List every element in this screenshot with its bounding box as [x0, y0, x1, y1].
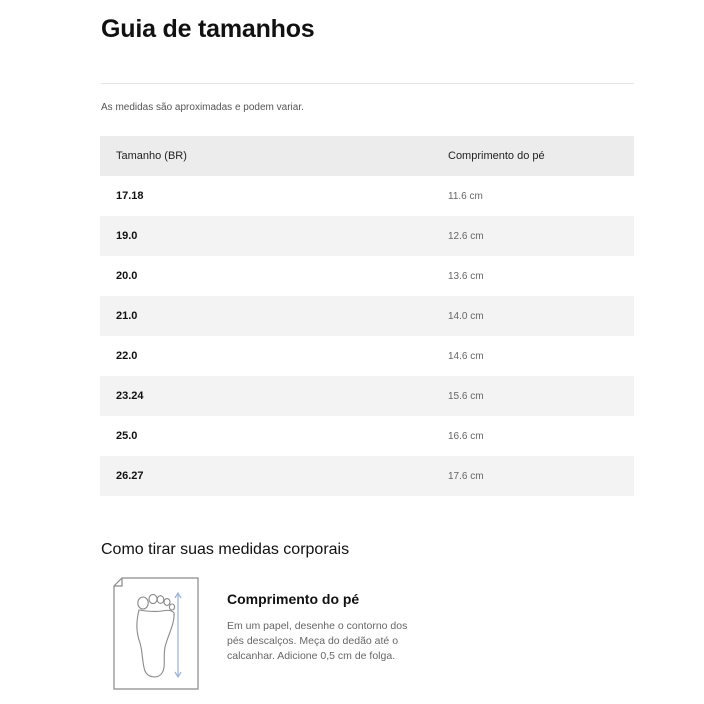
measure-title: Comprimento do pé	[227, 591, 360, 607]
size-cell: 17.18	[116, 190, 144, 202]
table-row	[100, 176, 634, 216]
table-row	[100, 216, 634, 256]
table-row	[100, 296, 634, 336]
size-cell: 26.27	[116, 470, 144, 482]
table-row	[100, 416, 634, 456]
length-cell: 17.6 cm	[448, 470, 484, 482]
size-cell: 23.24	[116, 390, 144, 402]
table-header-row	[100, 136, 634, 176]
size-cell: 22.0	[116, 350, 138, 362]
header-length: Comprimento do pé	[448, 150, 545, 162]
foot-length-illustration-icon	[112, 577, 200, 691]
table-row	[100, 336, 634, 376]
length-cell: 12.6 cm	[448, 230, 484, 242]
length-cell: 14.0 cm	[448, 310, 484, 322]
size-cell: 20.0	[116, 270, 138, 282]
header-size: Tamanho (BR)	[116, 150, 187, 162]
length-cell: 15.6 cm	[448, 390, 484, 402]
section-title: Como tirar suas medidas corporais	[101, 541, 350, 558]
size-table	[100, 136, 634, 496]
length-cell: 11.6 cm	[448, 190, 483, 202]
measure-description: Em um papel, desenhe o contorno dos pés descalços. Meça do dedão até o calcanhar. Adicione 0,5 cm de folga.	[227, 620, 408, 662]
table-row	[100, 376, 634, 416]
page-title: Guia de tamanhos	[101, 15, 315, 43]
title-divider	[101, 83, 634, 84]
table-row	[100, 256, 634, 296]
length-cell: 13.6 cm	[448, 270, 484, 282]
size-cell: 25.0	[116, 430, 138, 442]
size-cell: 19.0	[116, 230, 138, 242]
length-cell: 14.6 cm	[448, 350, 484, 362]
table-row	[100, 456, 634, 496]
size-cell: 21.0	[116, 310, 138, 322]
approximation-note: As medidas são aproximadas e podem variar.	[101, 102, 304, 113]
length-cell: 16.6 cm	[448, 430, 484, 442]
